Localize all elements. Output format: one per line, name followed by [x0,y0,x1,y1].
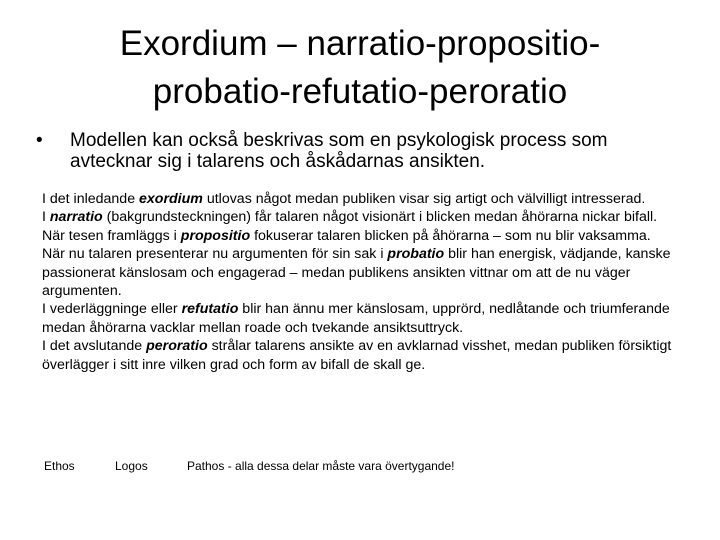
paragraph-text: strålar talarens ansikte av en avklarnad visshet, medan publiken försiktigt överlägger i sitt inre vilken grad och form av bifall de skall ge. [42,338,672,373]
slide-title [36,20,684,116]
paragraph-text: utlovas något medan publiken visar sig artigt och välvilligt intresserad. [202,191,646,207]
footer-logos: Logos [115,459,148,473]
body-text [42,190,692,374]
slide-title-line-2: probatio-refutatio-peroratio [152,72,568,111]
paragraph-text: fokuserar talaren blicken på åhörarna – som nu blir vaksamma. [250,227,651,244]
bullet-dot-icon: • [36,130,43,151]
paragraph-text: I [42,209,50,226]
term-propositio: propositio [180,227,251,244]
bullet-item [36,130,686,172]
paragraph-refutatio [42,300,692,337]
paragraph-propositio [42,227,692,245]
term-narratio: narratio [49,209,103,226]
paragraph-text: När nu talaren presenterar nu argumenten för sin sak i [42,246,388,263]
term-refutatio: refutatio [181,301,239,318]
paragraph-exordium [42,190,692,208]
term-peroratio: peroratio [146,338,208,355]
paragraph-text: blir han energisk, vädjande, kanske passionerat känslosam och engagerad – medan publikens ansikten vittnar om att de nu väger argumenten. [42,246,671,300]
paragraph-text: I det inledande [42,191,140,207]
term-exordium: exordium [139,191,203,207]
bullet-text: Modellen kan också beskrivas som en psykologisk process som avtecknar sig i talarens och åskådarnas ansikten. [70,130,608,172]
term-probatio: probatio [387,246,445,263]
slide-title-line-1: Exordium – narratio-propositio- [119,24,601,63]
paragraph-text: I vederläggninge eller [42,301,182,318]
footer-ethos: Ethos [44,459,75,473]
paragraph-text: I det avslutande [42,338,147,355]
paragraph-narratio [42,208,692,226]
paragraph-peroratio [42,337,692,374]
paragraph-text: (bakgrundsteckningen) får talaren något visionärt i blicken medan åhörarna nickar bifall. [102,209,658,226]
paragraph-text: När tesen framläggs i [42,227,181,244]
paragraph-text: blir han ännu mer känslosam, upprörd, nedlåtande och triumferande medan åhörarna vacklar mellan roade och tvekande ansiktsuttryck. [42,301,670,336]
footer-pathos: Pathos - alla dessa delar måste vara övertygande! [187,459,455,473]
paragraph-probatio [42,245,692,300]
